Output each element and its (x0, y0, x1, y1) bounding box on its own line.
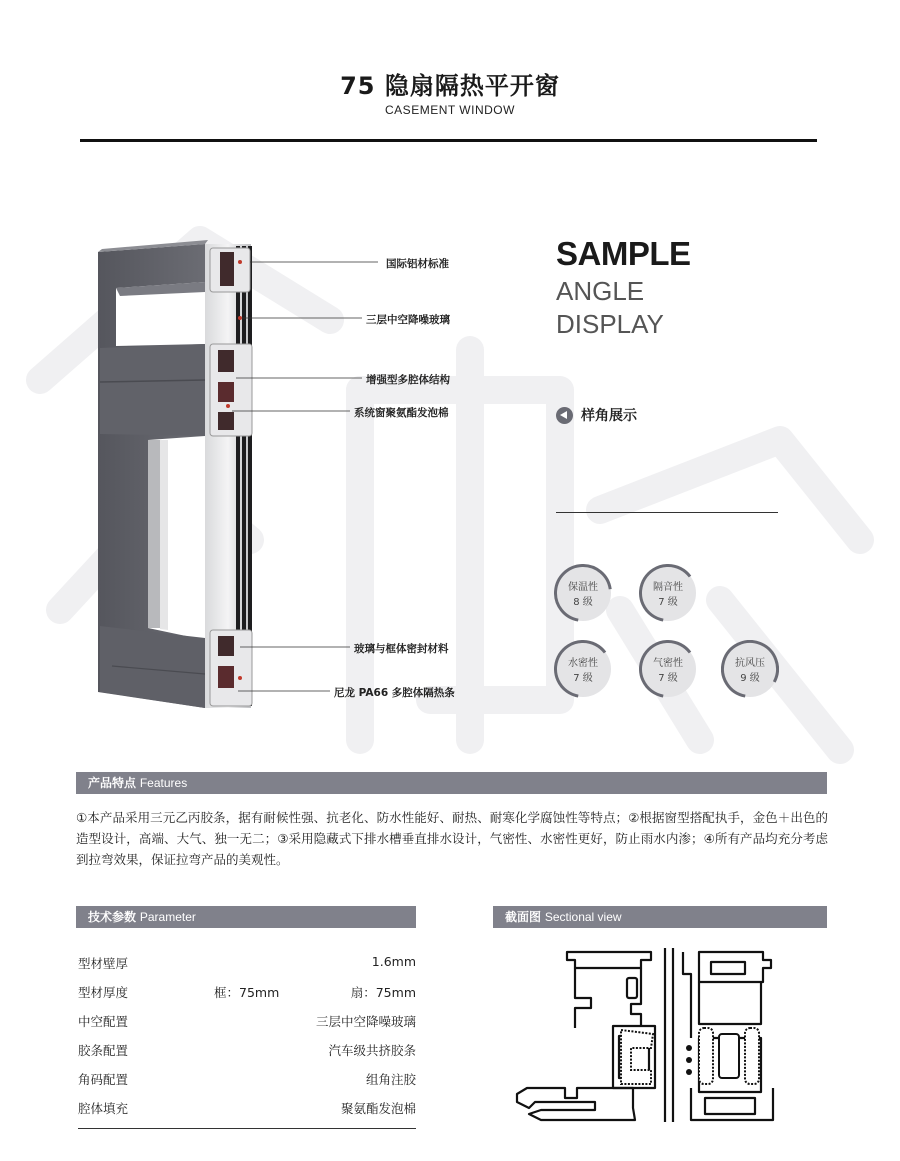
page-title: 75 隐扇隔热平开窗 (340, 72, 560, 100)
features-heading-zh: 产品特点 (88, 776, 137, 790)
parameter-heading-bar (76, 906, 416, 928)
rating-airtight (640, 641, 696, 697)
features-heading-bar (76, 772, 827, 794)
callout-sealing: 玻璃与框体密封材料 (354, 643, 449, 655)
sectional-drawing (505, 938, 825, 1128)
callout-foam: 系统窗聚氨酯发泡棉 (354, 407, 449, 419)
parameter-label: 角码配置 (78, 1072, 129, 1087)
page-subtitle: CASEMENT WINDOW (385, 103, 515, 117)
parameter-heading-en: Parameter (139, 910, 196, 924)
rating-level: 7 级 (658, 673, 678, 684)
parameter-value: 聚氨酯发泡棉 (340, 1101, 416, 1116)
rating-watertight (555, 641, 611, 697)
features-body: ①本产品采用三元乙丙胶条，据有耐候性强、抗老化、防水性能好、耐热、耐寒化学腐蚀性等特点；②根据窗型搭配执手，金色＋出色的造型设计，高端、大气、独一无二；③采用隐藏式下排水槽垂直排水设计，气密性、水密性更好，防止雨水内渗；④所有产品均充分考虑到拉弯效果，保证拉弯产品的美观性。 (76, 810, 828, 867)
rating-label: 保温性 (568, 582, 598, 593)
parameter-divider (78, 1128, 416, 1129)
features-heading-en: Features (139, 776, 188, 790)
rating-level: 7 级 (573, 673, 593, 684)
callout-thermal-break: 尼龙 PA66 多腔体隔热条 (334, 687, 455, 699)
rating-label: 隔音性 (653, 582, 683, 593)
play-left-icon (556, 407, 573, 424)
rating-level: 9 级 (740, 673, 760, 684)
parameter-value: 组角注胶 (365, 1072, 416, 1087)
rating-label: 水密性 (568, 658, 598, 669)
section-heading-zh: 截面图 (505, 910, 542, 924)
parameter-label: 中空配置 (78, 1014, 129, 1029)
sample-line-display: DISPLAY (556, 309, 664, 339)
parameter-value: 1.6mm (371, 954, 416, 969)
parameter-label: 胶条配置 (78, 1043, 129, 1058)
callout-aluminum-standard: 国际铝材标准 (386, 258, 449, 270)
parameter-value: 汽车级共挤胶条 (328, 1043, 416, 1058)
rating-level: 8 级 (573, 597, 593, 608)
rating-insulation (555, 565, 611, 621)
parameter-mid: 框：75mm (214, 985, 280, 1000)
section-heading-en: Sectional view (544, 910, 622, 924)
parameter-heading-zh: 技术参数 (88, 910, 137, 924)
parameter-value: 三层中空降噪玻璃 (315, 1014, 416, 1029)
sample-heading: SAMPLE (556, 235, 691, 272)
rating-soundproof (640, 565, 696, 621)
rating-level: 7 级 (658, 597, 678, 608)
header-divider (80, 139, 817, 142)
rating-label: 抗风压 (735, 658, 765, 669)
parameter-value: 扇：75mm (350, 985, 416, 1000)
parameter-label: 型材壁厚 (78, 956, 129, 971)
section-heading-bar (493, 906, 827, 928)
callout-triple-glazing: 三层中空降噪玻璃 (366, 314, 450, 326)
rating-label: 气密性 (653, 658, 683, 669)
sample-tag (556, 405, 637, 425)
parameter-label: 型材厚度 (78, 985, 129, 1000)
callout-multi-cavity: 增强型多腔体结构 (366, 374, 450, 386)
sample-line-angle: ANGLE (556, 276, 645, 306)
sample-tag-label: 样角展示 (581, 408, 637, 424)
parameter-label: 腔体填充 (78, 1101, 129, 1116)
sample-divider (556, 512, 778, 513)
rating-wind-pressure (722, 641, 778, 697)
